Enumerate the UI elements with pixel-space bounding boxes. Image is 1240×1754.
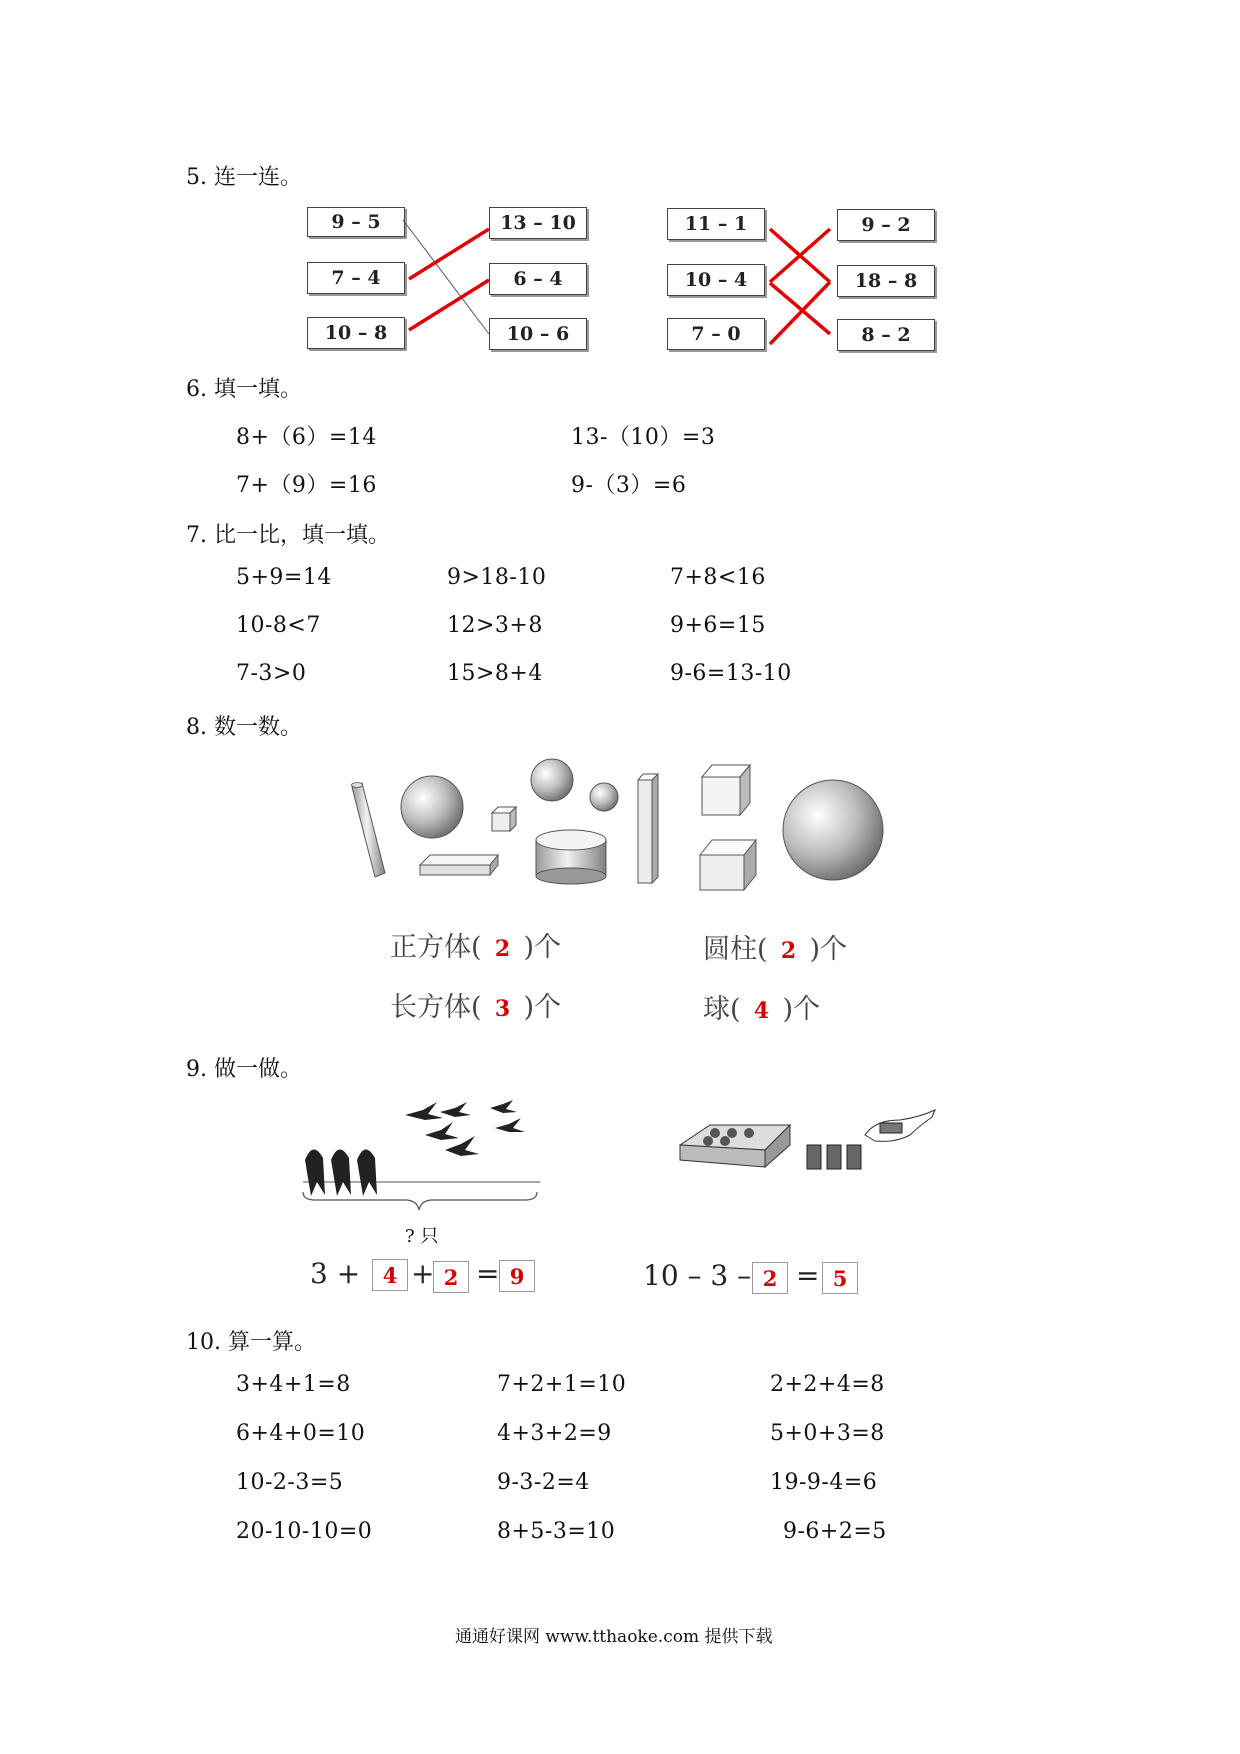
q7-row3-col1: 7-3>0 — [236, 661, 307, 686]
q10-row4-col1: 20-10-10=0 — [236, 1519, 373, 1544]
q5-left-b-1: 13 – 10 — [489, 207, 587, 239]
sphere-count-answer: 4 — [753, 998, 770, 1024]
q10-row4-col2: 8+5-3=10 — [497, 1519, 616, 1544]
footer-download-text: 通通好课网 www.tthaoke.com 提供下载 — [455, 1627, 773, 1647]
cuboid-unit: )个 — [523, 992, 562, 1023]
q10-title: 10. 算一算。 — [186, 1330, 316, 1355]
q5-connection-lines — [0, 0, 1240, 420]
q9-title: 9. 做一做。 — [186, 1057, 302, 1082]
flat-cuboid-shape — [420, 855, 498, 875]
sphere-shape-1 — [401, 776, 463, 838]
q7-row1-col2: 9>18-10 — [447, 565, 547, 590]
q8-title: 8. 数一数。 — [186, 715, 302, 740]
q5-answer-line-2 — [409, 280, 489, 330]
q5-left-a-1: 9 – 5 — [307, 207, 405, 237]
cuboid-shape — [700, 840, 756, 890]
sphere-label: 球( — [703, 994, 741, 1025]
q10-row3-col1: 10-2-3=5 — [236, 1470, 344, 1495]
q7-row2-col2: 12>3+8 — [447, 613, 543, 638]
q10-row4-col3: 9-6+2=5 — [783, 1519, 887, 1544]
cylinder-unit: )个 — [809, 934, 848, 965]
q10-row2-col2: 4+3+2=9 — [497, 1421, 612, 1446]
battery-tray — [680, 1125, 790, 1167]
q7-row1-col1: 5+9=14 — [236, 565, 332, 590]
loose-batteries — [807, 1145, 861, 1169]
q5-right-b-1: 9 – 2 — [837, 209, 935, 241]
q5-title: 5. 连一连。 — [186, 165, 302, 190]
q5-right-a-2: 10 – 4 — [667, 264, 765, 296]
q10-row1-col2: 7+2+1=10 — [497, 1372, 627, 1397]
q5-left-b-2: 6 – 4 — [489, 263, 587, 295]
cube-count-answer: 2 — [494, 936, 511, 962]
q8-sphere-count — [703, 987, 820, 1026]
q10-row2-col3: 5+0+3=8 — [770, 1421, 885, 1446]
sphere-shape-3 — [590, 783, 618, 811]
q10-row2-col1: 6+4+0=10 — [236, 1421, 366, 1446]
rod-cylinder-shape — [352, 783, 386, 878]
cylinder-label: 圆柱( — [703, 934, 768, 965]
q8-solids-illustration — [340, 755, 900, 900]
q5-left-a-2: 7 – 4 — [307, 262, 405, 294]
q7-row1-col3: 7+8<16 — [670, 565, 766, 590]
q5-answer-line-1 — [409, 229, 489, 279]
flying-birds — [405, 1100, 525, 1156]
q5-right-b-3: 8 – 2 — [837, 319, 935, 351]
q9-left-answer-3: 9 — [499, 1260, 535, 1292]
cuboid-count-answer: 3 — [494, 996, 511, 1022]
tall-cuboid-shape — [638, 774, 658, 883]
q9-left-equals: = — [476, 1257, 500, 1290]
q9-right-equals: = — [796, 1259, 820, 1292]
q9-left-prefix: 3 + — [310, 1257, 361, 1290]
q6-item-1: 8+（6）=14 — [236, 425, 377, 450]
q9-left-plus: + — [411, 1257, 435, 1290]
q7-row3-col3: 9-6=13-10 — [670, 661, 792, 686]
q8-cube-count — [390, 925, 561, 964]
q5-right-a-3: 7 – 0 — [667, 318, 765, 350]
q10-row1-col3: 2+2+4=8 — [770, 1372, 885, 1397]
hand-holding-batteries — [865, 1110, 935, 1141]
q9-left-answer-1: 4 — [372, 1259, 408, 1291]
q9-right-answer-1: 2 — [752, 1262, 788, 1294]
perched-birds — [305, 1149, 377, 1196]
sphere-shape-4 — [783, 780, 883, 880]
q9-brace-label: ? 只 — [405, 1226, 439, 1247]
q9-right-prefix: 10 – 3 – — [643, 1259, 752, 1292]
q6-title: 6. 填一填。 — [186, 377, 302, 402]
q9-left-answer-2: 2 — [433, 1261, 469, 1293]
q10-row3-col3: 19-9-4=6 — [770, 1470, 878, 1495]
q6-item-4: 9-（3）=6 — [571, 473, 687, 498]
q7-row3-col2: 15>8+4 — [447, 661, 543, 686]
drum-cylinder-shape — [536, 830, 606, 884]
q5-left-a-3: 10 – 8 — [307, 317, 405, 349]
cube-unit: )个 — [523, 932, 562, 963]
q10-row1-col1: 3+4+1=8 — [236, 1372, 351, 1397]
small-cube-shape — [492, 807, 516, 831]
q5-left-b-3: 10 – 6 — [489, 318, 587, 350]
brace-shape — [303, 1192, 537, 1210]
q7-row2-col1: 10-8<7 — [236, 613, 321, 638]
q5-right-b-2: 18 – 8 — [837, 265, 935, 297]
q5-right-a-1: 11 – 1 — [667, 208, 765, 240]
q7-title: 7. 比一比，填一填。 — [186, 523, 390, 548]
cylinder-count-answer: 2 — [780, 938, 797, 964]
cube-shape — [702, 765, 750, 815]
sphere-unit: )个 — [782, 994, 821, 1025]
q9-swallows-illustration — [295, 1100, 555, 1230]
q9-battery-illustration — [670, 1105, 940, 1205]
cube-label: 正方体( — [390, 932, 482, 963]
sphere-shape-2 — [531, 759, 573, 801]
q10-row3-col2: 9-3-2=4 — [497, 1470, 590, 1495]
q9-right-answer-2: 5 — [822, 1262, 858, 1294]
q8-cylinder-count — [703, 927, 847, 966]
q6-item-3: 7+（9）=16 — [236, 473, 377, 498]
cuboid-label: 长方体( — [390, 992, 482, 1023]
q6-item-2: 13-（10）=3 — [571, 425, 716, 450]
q7-row2-col3: 9+6=15 — [670, 613, 766, 638]
q8-cuboid-count — [390, 985, 561, 1024]
